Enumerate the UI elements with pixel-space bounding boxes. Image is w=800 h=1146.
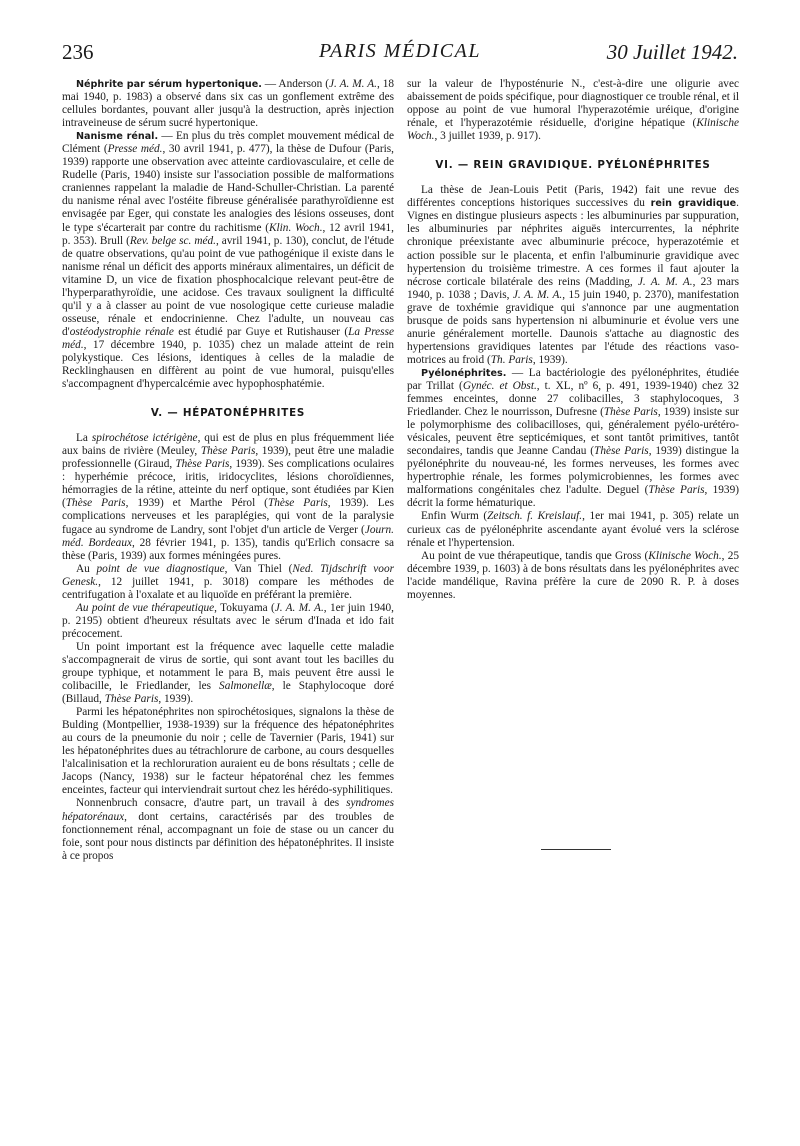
- paragraph-rein-gravidique: La thèse de Jean-Louis Petit (Paris, 1942) fait une revue des différentes conceptions historiques successives du rein gravidique. Vignes en distingue plusieurs aspects : les albuminuries par suppuration, les albuminuries par néphrites aiguës intercurrentes, la néphrite chronique préexistante avec albuminurie précoce, hyperazotémie et action possible sur le placenta, et enfin l'albuminurie gravidique avec hypertension du troisième trimestre. A ces formes il faut ajouter la nécrose corticale bilatérale des reins (Madding, J. A. M. A., 23 mars 1940, p. 1038 ; Davis, J. A. M. A., 15 juin 1940, p. 2370), manifestation grave de toxhémie gravidique qui s'annonce par une augmentation brusque de poids sans hypertension ni albuminurie et évolue vers une anurie généralement mortelle. Daunois s'attache au diagnostic des hypertensions gravidiques latentes par l'étude des réactions vaso-motrices au froid (Th. Paris, 1939).: [407, 184, 740, 366]
- bold-term: rein gravidique: [650, 198, 737, 210]
- subheading: Pyélonéphrites.: [421, 367, 507, 379]
- paragraph-wurm: Enfin Wurm (Zeitsch. f. Kreislauf., 1er mai 1941, p. 305) relate un curieux cas de pyélonéphrite ascendante ayant évolué vers la sclérose rénale et l'hypertension.: [407, 510, 739, 549]
- section-heading-vi: VI. — REIN GRAVIDIQUE. PYÉLONÉPHRITES: [435, 159, 711, 172]
- left-column: [62, 78, 394, 863]
- paragraph-virus-sortie: Un point important est la fréquence avec laquelle cette maladie s'accompagnerait de virus de sortie, qui sont avant tout les bacilles du groupe typhique, et notamment le para B, mais peuvent être aussi le colibacille, le Friedlander, les Salmonellæ, le Staphylocoque doré (Billaud, Thèse Paris, 1939).: [62, 640, 394, 706]
- end-rule: [541, 849, 611, 850]
- paragraph-hypostenurie: sur la valeur de l'hyposténurie N., c'est-à-dire une oligurie avec abaissement de poids spécifique, pour diagnostiquer ce trouble rénal, et il oppose au point de vue humoral l'hyperazotémie uréique, d'origine rénale, et l'hyperazotémie résiduelle, d'origine hépatique (Klinische Woch., 3 juillet 1939, p. 917).: [407, 78, 739, 143]
- paragraph-pyelonephrites: Pyélonéphrites. — La bactériologie des pyélonéphrites, étudiée par Trillat (Gynéc. et Obst., t. XL, nº 6, p. 491, 1939-1940) chez 32 femmes enceintes, donne 27 colibacilles, 3 staphylocoques, 3 Friedlander. Chez le nourrisson, Dufresne (Thèse Paris, 1939) insiste sur le polymorphisme des colibacilloses, qui, généralement pyélo-urétéro-vésicales, peuvent être septicémiques, et sont tantôt primitives, tantôt secondaires, tandis que Jeanne Candau (Thèse Paris, 1939) distingue la pyélonéphrite du nouveau-né, les formes nerveuses, les formes avec hypertrophie rénale, les formes polymicrobiennes, les formes avec malformations congénitales chez l'adulte. Deguel (Thèse Paris, 1939) décrit la forme hématurique.: [407, 366, 739, 510]
- paragraph-spirochetose: La spirochétose ictérigène, qui est de plus en plus fréquemment liée aux bains de rivière (Meuley, Thèse Paris, 1939), peut être une maladie professionnelle (Giraud, Thèse Paris, 1939). Ses complications oculaires : hyperhémie précoce, iritis, iridocyclites, lésions choroïdiennes, hémorragies de la rétine, atteinte du nerf optique, sont étudiées par Kien (Thèse Paris, 1939) et Marthe Pérol (Thèse Paris, 1939). Les complications nerveuses et les paraplégies, qui vont de la paralysie fugace au syndrome de Landry, sont l'objet d'un article de Verger (Journ. méd. Bordeaux, 28 février 1941, p. 135), tandis qu'Erlich consacre sa thèse (Paris, 1939) aux formes méningées pures.: [62, 432, 395, 562]
- right-column: [407, 78, 739, 602]
- issue-date: 30 Juillet 1942.: [606, 40, 738, 64]
- paragraph-non-spirochetosiques: Parmi les hépatonéphrites non spirochétosiques, signalons la thèse de Bulding (Montpellier, 1938-1939) sur la fréquence des hépatonéphrites au cours de la pneumonie du noir ; celle de Tavernier (Paris, 1941) sur les hépatonéphrites dues au tétrachlorure de carbone, au cours desquelles l'alcalinisation et la rechloruration auraient eu de bons résultats ; celle de Jacops (Nancy, 1938) sur le facteur hépatorénal chez les femmes enceintes, facteur qui interviendrait surtout chez les hérédo-syphilitiques.: [62, 706, 394, 797]
- paragraph-therapeutique-pyelo: Au point de vue thérapeutique, tandis que Gross (Klinische Woch., 25 décembre 1939, p. 1603) à de bons résultats dans les pyélonéphrites avec l'acide mandélique, Ravina préfère la cure de 2090 R. P. à doses moyennes.: [407, 549, 739, 601]
- section-heading-v: V. — HÉPATONÉPHRITES: [150, 407, 306, 420]
- subheading: Nanisme rénal.: [76, 131, 159, 143]
- paragraph-therapeutique: Au point de vue thérapeutique, Tokuyama (J. A. M. A., 1er juin 1940, p. 2195) obtient d'heureux résultats avec le sérum d'Inada et ido fait précocement.: [62, 601, 395, 640]
- paragraph-diagnostique: Au point de vue diagnostique, Van Thiel (Ned. Tijdschrift voor Genesk., 12 juillet 1941, p. 3018) compare les méthodes de centrifugation à l'oxalate et au liquoïde en préférant la première.: [62, 562, 394, 601]
- paragraph-nephrite-serum: Néphrite par sérum hypertonique. — Anderson (J. A. M. A., 18 mai 1940, p. 1983) a observé dans six cas un gonflement extrême des cellules bordantes, pouvant aller jusqu'à la destruction, après injection intraveineuse de sérum sucré hypertonique.: [62, 78, 394, 130]
- subheading: Néphrite par sérum hypertonique.: [76, 79, 262, 90]
- page-header: [62, 40, 738, 70]
- paragraph-nonnenbruch: Nonnenbruch consacre, d'autre part, un travail à des syndromes hépatorénaux, dont certains, caractérisés par des troubles de fonctionnement rénal, accompagnant un foie de stase ou un cancer du foie, sont pour nous distincts par définition des hépatonéphrites. Il insiste à ce propos: [62, 797, 394, 862]
- journal-title: PARIS MÉDICAL: [319, 40, 481, 62]
- paragraph-nanisme-renal: Nanisme rénal. — En plus du très complet mouvement médical de Clément (Presse méd., 30 avril 1941, p. 477), la thèse de Dufour (Paris, 1939) rapporte une observation avec atteinte cardiovasculaire, et celle de Rudelle (Paris, 1940) insiste sur l'association possible de malformations craniennes rappelant la maladie de Hand-Schuller-Christian. La parenté du nanisme rénal avec l'ostéite fibreuse généralisée parathyroïdienne est envisagée par Eger, qui constate les analogies des lésions osseuses, dont le type s'écarterait par contre du rachitisme (Klin. Woch., 12 avril 1941, p. 353). Brull (Rev. belge sc. méd., avril 1941, p. 130), conclut, de l'étude de quatre observations, qu'au point de vue pathogénique il existe dans le nanisme rénal un déficit des apports minéraux alimentaires, un déficit de vitamine D, un vice de fixation phosphocalcique relevant peut-être de l'hyperparathyroïdie, une acidose. Ces travaux soulignent la difficulté qu'il y a à classer au point de vue nosologique cette curieuse maladie osseuse, rénale et endocrinienne. Chez l'adulte, un nouveau cas d'ostéodystrophie rénale est étudié par Guye et Rutishauser (La Presse méd., 17 décembre 1940, p. 1035) chez un malade atteint de rein polykystique. Ces lésions, identiques à celles de la maladie de Recklinghausen en diffèrent au point de vue humoral, puisqu'elles s'accompagnent d'hypercalcémie avec hypophosphatémie.: [62, 130, 395, 391]
- page-number: 236: [62, 40, 94, 64]
